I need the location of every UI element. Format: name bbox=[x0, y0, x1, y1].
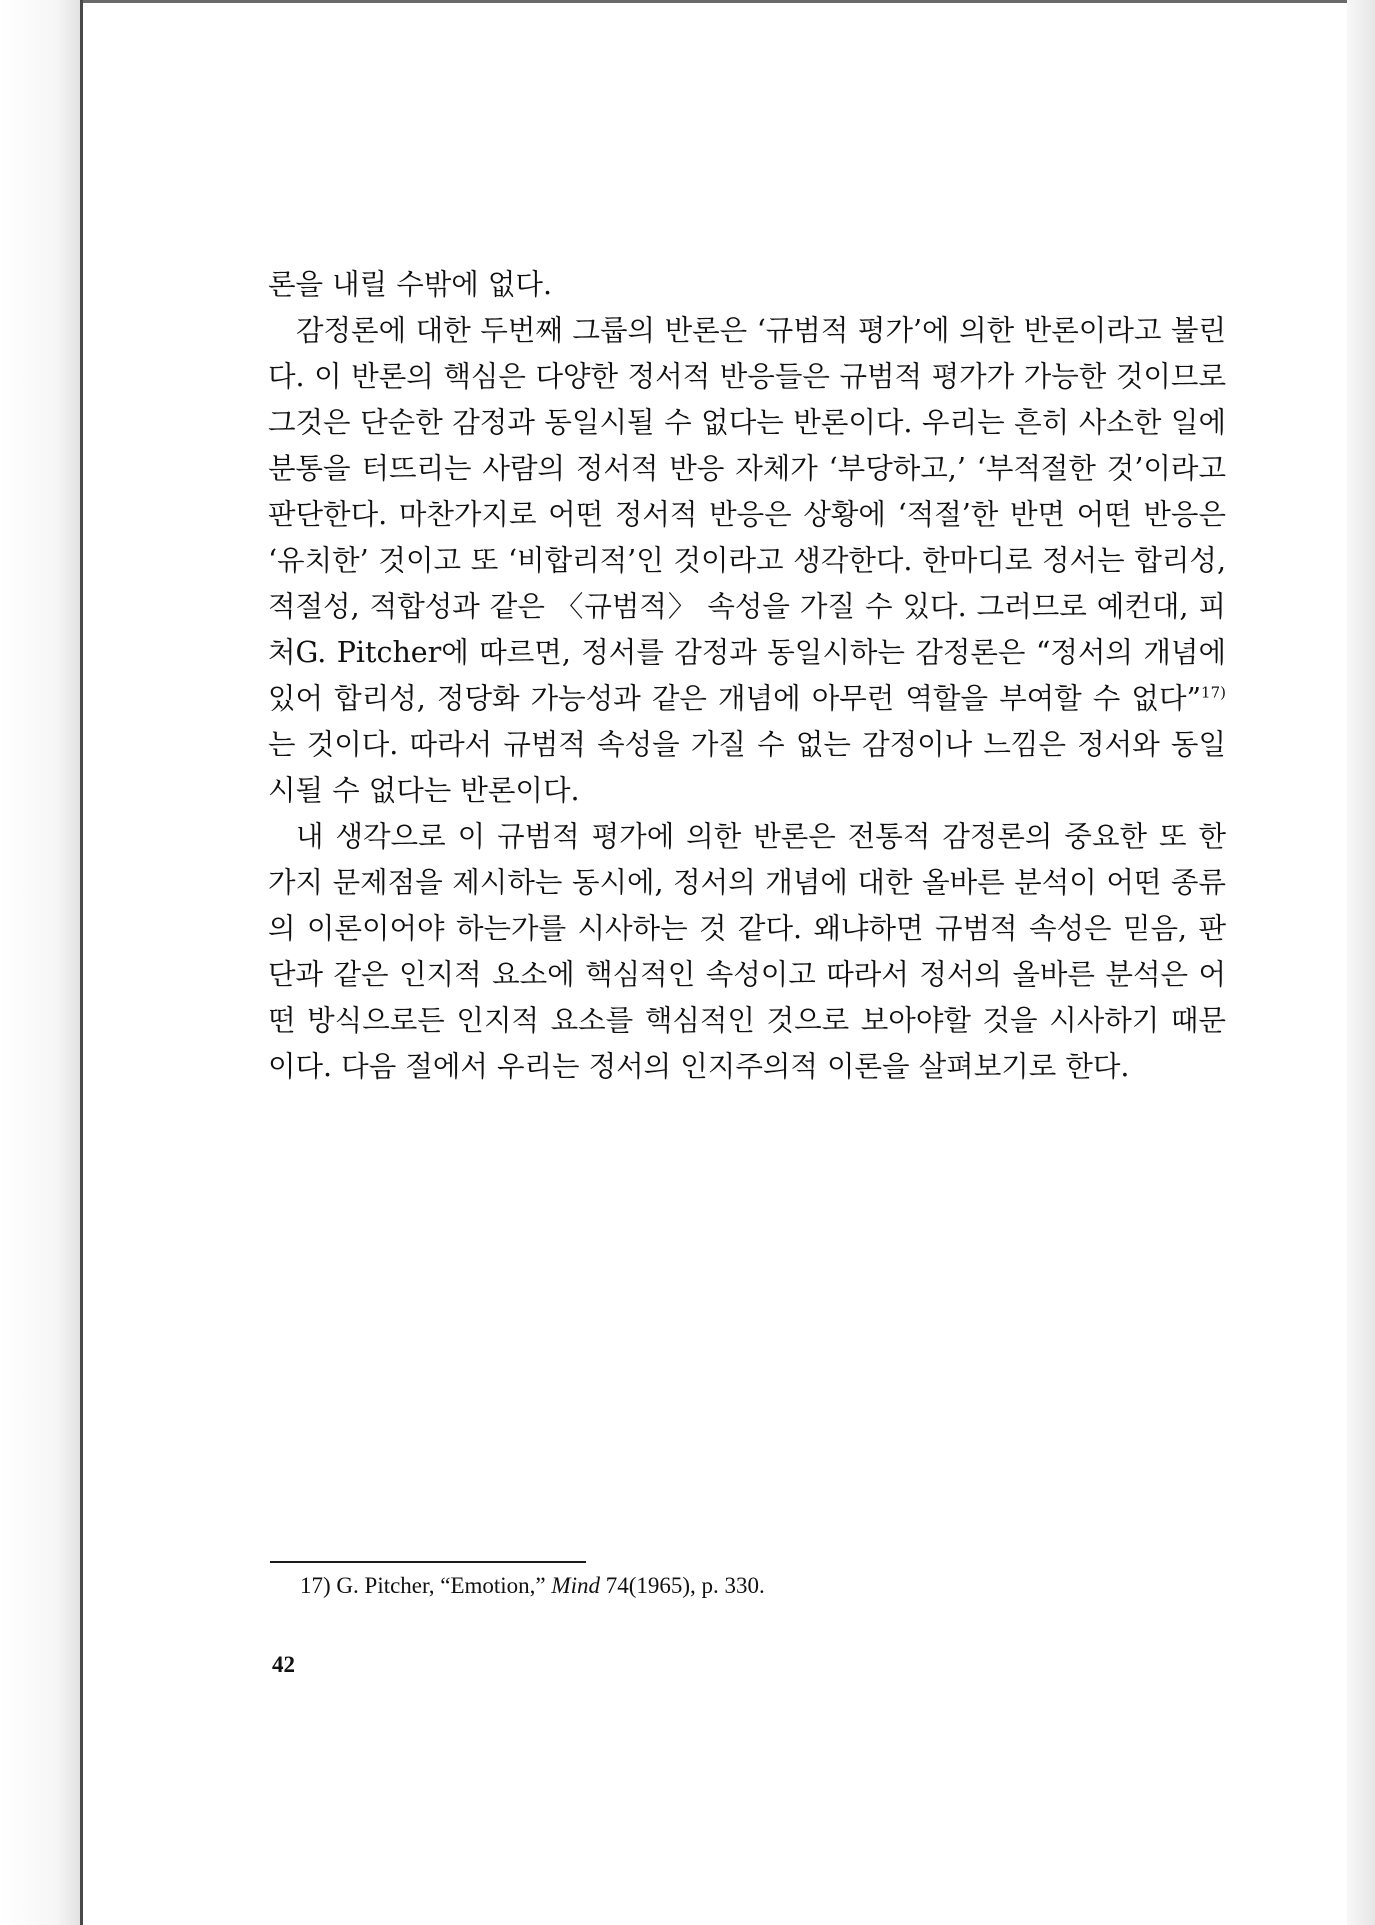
footnote-author: G. Pitcher, “Emotion,” bbox=[336, 1573, 546, 1598]
page-number: 42 bbox=[272, 1652, 295, 1677]
footnote-citation: 74(1965), p. 330. bbox=[605, 1573, 765, 1598]
paragraph-2-text: 감정론에 대한 두번째 그룹의 반론은 ‘규범적 평가’에 의한 반론이라고 불린다. 이 반론의 핵심은 다양한 정서적 반응들은 규범적 평가가 가능한 것이므로 그것은 단순한 감정과 동일시될 수 없다는 반론이다. 우리는 흔히 사소한 일에 분통을 터뜨리는 사람의 정서적 반응 자체가 ‘부당하고,’ ‘부적절한 것’이라고 판단한다. 마찬가지로 어떤 정서적 반응은 상황에 ‘적절’한 반면 어떤 반응은 ‘유치한’ 것이고 또 ‘비합리적’인 것이라고 생각한다. 한마디로 정서는 합리성, 적절성, 적합성과 같은 〈규범적〉 속성을 가질 수 있다. 그러므로 예컨대, 피처G. Pitcher에 따르면, 정서를 감정과 동일시하는 감정론은 “정서의 개념에 있어 합리성, 정당화 가능성과 같은 개념에 아무런 역할을 부여할 수 없다” bbox=[268, 314, 1226, 715]
paragraph-2-tail: 는 것이다. 따라서 규범적 속성을 가질 수 없는 감정이나 느낌은 정서와 동일시될 수 없다는 반론이다. bbox=[268, 728, 1226, 807]
page-top-border bbox=[83, 0, 1353, 3]
body-text bbox=[268, 262, 1226, 1090]
footnote bbox=[300, 1571, 1200, 1601]
page-shadow bbox=[0, 0, 80, 1925]
paragraph-1: 론을 내릴 수밖에 없다. bbox=[268, 268, 553, 301]
page-left-border bbox=[80, 0, 83, 1925]
paragraph-3: 내 생각으로 이 규범적 평가에 의한 반론은 전통적 감정론의 중요한 또 한 가지 문제점을 제시하는 동시에, 정서의 개념에 대한 올바른 분석이 어떤 종류의 이론이어야 하는가를 시사하는 것 같다. 왜냐하면 규범적 속성은 믿음, 판단과 같은 인지적 요소에 핵심적인 속성이고 따라서 정서의 올바른 분석은 어떤 방식으로든 인지적 요소를 핵심적인 것으로 보아야할 것을 시사하기 때문이다. 다음 절에서 우리는 정서의 인지주의적 이론을 살펴보기로 한다. bbox=[268, 820, 1226, 1083]
page-right-shade bbox=[1347, 0, 1375, 1925]
footnote-separator bbox=[270, 1561, 586, 1563]
footnote-number: 17) bbox=[300, 1573, 331, 1598]
footnote-journal: Mind bbox=[551, 1573, 600, 1598]
footnote-reference: 17) bbox=[1201, 683, 1226, 702]
paragraph-2 bbox=[268, 308, 1226, 814]
